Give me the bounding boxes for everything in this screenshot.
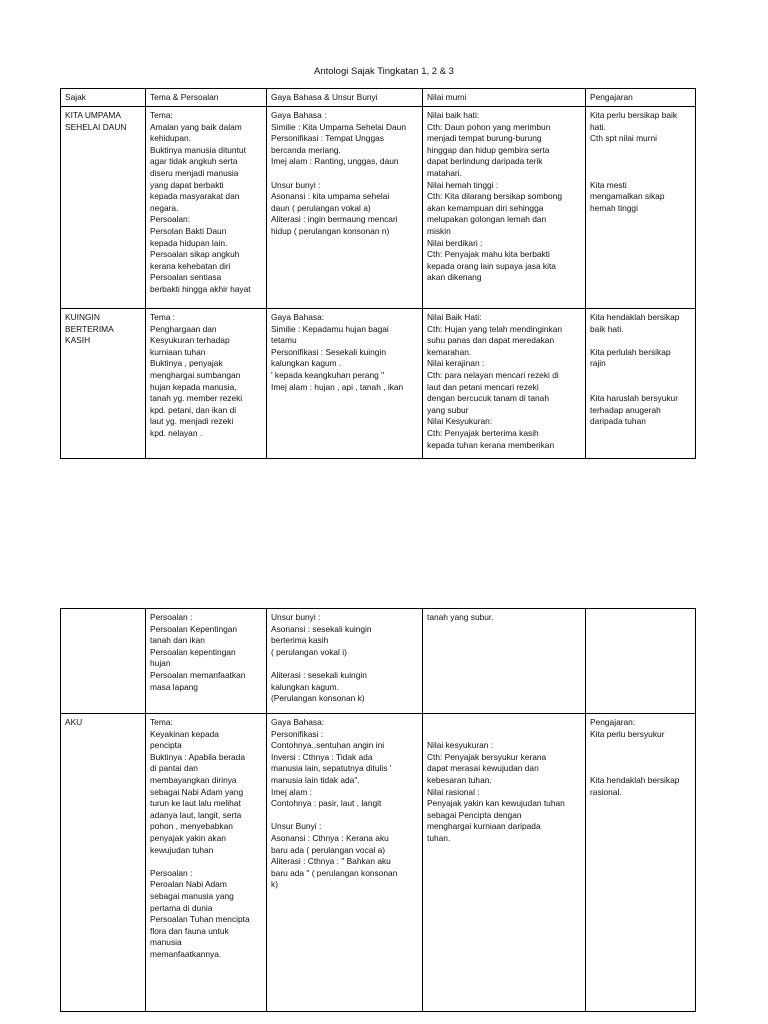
cell-text-line: menghargai sumbangan xyxy=(150,369,241,380)
cell-text-line: Personifikasi : Sesekali kuingin xyxy=(271,346,386,357)
cell-text-line: pencipta xyxy=(150,740,182,751)
cell-text-line: Nilai berdikari : xyxy=(427,237,483,248)
cell-text-line: Keyakinan kepada xyxy=(150,728,219,739)
cell-text-line: membayangkan dirinya xyxy=(150,774,237,785)
cell-text-line: Kita haruslah bersyukur xyxy=(590,393,678,404)
cell-sajak xyxy=(61,714,146,1012)
cell-text-line: kerana kehebatan diri xyxy=(150,260,231,271)
cell-text-line: rasional. xyxy=(590,786,622,797)
cell-text-line: KUINGIN xyxy=(65,312,100,322)
cell-text-line: Persoalan memanfaatkan xyxy=(150,669,246,680)
cell-gaya xyxy=(267,309,423,459)
cell-text-line: berterima kasih xyxy=(271,635,329,646)
line-gap xyxy=(590,156,691,168)
cell-text-line: ' kepada keangkuhan perang " xyxy=(271,369,385,380)
cell-text-line: Nilai kerajinan : xyxy=(427,358,485,369)
table-row xyxy=(61,107,696,309)
line-gap xyxy=(271,168,418,180)
cell-text-line: hemah tinggi xyxy=(590,202,638,213)
cell-text-line: Kita hendaklah bersikap xyxy=(590,312,680,322)
cell-text-line: Gaya Bahasa: xyxy=(271,312,325,322)
cell-text-line: hati. xyxy=(590,121,606,132)
cell-text-line: rajin xyxy=(590,358,606,369)
cell-text-line: Kita perlu bersyukur xyxy=(590,728,665,739)
line-gap xyxy=(590,740,691,752)
cell-tema xyxy=(146,609,267,714)
cell-text-line: Imej alam : Ranting, unggas, daun xyxy=(271,156,399,167)
cell-text-line: k) xyxy=(271,879,278,890)
cell-text-line: Persoalan Tuhan mencipta xyxy=(150,914,250,925)
cell-gaya xyxy=(267,714,423,1012)
cell-text-line: Persoalan Kepentingan xyxy=(150,623,238,634)
cell-text-line: terhadap anugerah xyxy=(590,404,661,415)
cell-text-line: laut dan petani mencari rezeki xyxy=(427,381,539,392)
cell-text-line: Asonansi : kita umpama sehelai xyxy=(271,191,390,202)
cell-text-line: pertama di dunia xyxy=(150,902,213,913)
cell-pengajaran xyxy=(586,309,696,459)
cell-text-line: sebagai manusia yang xyxy=(150,890,234,901)
header-sajak: Sajak xyxy=(61,89,146,107)
cell-nilai xyxy=(423,609,586,714)
cell-text-line: Inversi : Cthnya : Tidak ada xyxy=(271,751,373,762)
cell-text-line: Pengajaran: xyxy=(590,717,636,727)
cell-text-line: Cth: para nelayan mencari rezeki di xyxy=(427,369,559,380)
cell-text-line: akan kemampuan diri sehingga xyxy=(427,202,544,213)
cell-text-line: di pantai dan xyxy=(150,763,198,774)
cell-text-line: Tema: xyxy=(150,110,173,120)
cell-text-line: Kita perlulah bersikap xyxy=(590,346,671,357)
cell-text-line: agar tidak angkuh serta xyxy=(150,156,238,167)
cell-text-line: Unsur bunyi : xyxy=(271,612,321,622)
cell-text-line: Gaya Bahasa: xyxy=(271,717,325,727)
cell-text-line: Nilai baik hati: xyxy=(427,110,480,120)
cell-text-line: dapat merasai kewujudan dan xyxy=(427,763,539,774)
cell-text-line: Cth: Penyajak bersyukur kerana xyxy=(427,751,547,762)
cell-text-line: Persoalan sikap angkuh xyxy=(150,249,240,260)
cell-sajak xyxy=(61,107,146,309)
cell-text-line: Contohnya..sentuhan angin ini xyxy=(271,740,385,751)
cell-text-line: Aliterasi : Cthnya : " Bahkan aku xyxy=(271,856,391,867)
cell-text-line: Amalan yang baik dalam xyxy=(150,121,242,132)
cell-text-line: kebesaran tuhan. xyxy=(427,774,492,785)
cell-pengajaran xyxy=(586,609,696,714)
cell-text-line: dapat berlindung daripada terik xyxy=(427,156,543,167)
cell-text-line: yang dapat berbakti xyxy=(150,179,224,190)
cell-text-line: SEHELAI DAUN xyxy=(65,121,127,132)
cell-text-line: Peroalan Nabi Adam xyxy=(150,879,227,890)
cell-text-line: negara. xyxy=(150,202,179,213)
cell-text-line: Buktinya , penyajak xyxy=(150,358,223,369)
cell-tema xyxy=(146,107,267,309)
table-header-row xyxy=(61,89,696,107)
cell-text-line: KASIH xyxy=(65,335,91,346)
cell-text-line: Similie : Kepadamu hujan bagai xyxy=(271,323,389,334)
line-gap xyxy=(590,335,691,347)
cell-text-line: AKU xyxy=(65,717,83,727)
cell-text-line: Persolan Bakti Daun xyxy=(150,225,227,236)
cell-nilai xyxy=(423,107,586,309)
cell-text-line: kehidupan. xyxy=(150,133,191,144)
cell-text-line: tuhan. xyxy=(427,832,451,843)
cell-text-line: flora dan fauna untuk xyxy=(150,925,229,936)
cell-text-line: manusia lain tidak ada". xyxy=(271,774,360,785)
line-gap xyxy=(590,168,691,180)
cell-text-line: kewujudan tuhan xyxy=(150,844,214,855)
cell-text-line: tanah yg. member rezeki xyxy=(150,393,243,404)
cell-text-line: (Perulangan konsonan k) xyxy=(271,693,365,704)
cell-nilai xyxy=(423,309,586,459)
cell-text-line: Kesyukuran terhadap xyxy=(150,335,230,346)
cell-text-line: daun ( perulangan vokal a) xyxy=(271,202,371,213)
cell-text-line: adanya laut, langit, serta xyxy=(150,809,242,820)
cell-text-line: diseru menjadi manusia xyxy=(150,167,239,178)
cell-text-line: mengamalkan sikap xyxy=(590,191,665,202)
cell-text-line: manusia xyxy=(150,937,182,948)
line-gap xyxy=(590,145,691,157)
cell-text-line: kalungkan kagum. xyxy=(271,681,339,692)
line-gap xyxy=(427,717,581,729)
cell-text-line: Unsur Bunyi : xyxy=(271,821,322,832)
line-gap xyxy=(150,856,262,868)
cell-sajak xyxy=(61,309,146,459)
cell-text-line: penyajak yakin akan xyxy=(150,832,226,843)
cell-text-line: hujan xyxy=(150,658,171,669)
cell-text-line: kalungkan kagum . xyxy=(271,358,342,369)
table-row xyxy=(61,714,696,1012)
line-gap xyxy=(271,810,418,822)
cell-text-line: suhu panas dan dapat meredakan xyxy=(427,335,555,346)
cell-text-line: bercanda meriang. xyxy=(271,144,341,155)
cell-text-line: Cth: Penyajak berterima kasih xyxy=(427,427,539,438)
cell-text-line: miskin xyxy=(427,225,451,236)
cell-text-line: Kita hendaklah bersikap xyxy=(590,774,680,785)
cell-text-line: Cth: Kita dilarang bersikap sombong xyxy=(427,191,563,202)
cell-text-line: Cth: Daun pohon yang merimbun xyxy=(427,121,551,132)
cell-text-line: akan dikenang xyxy=(427,272,482,283)
cell-text-line: baru ada ( perulangan vocal a) xyxy=(271,844,386,855)
cell-gaya xyxy=(267,609,423,714)
cell-text-line: Persoalan : xyxy=(150,612,193,622)
cell-text-line: Asonansi : sesekali kuingin xyxy=(271,623,372,634)
cell-text-line: yang subur xyxy=(427,404,469,415)
cell-text-line: kepada masyarakat dan xyxy=(150,191,240,202)
table-row xyxy=(61,609,696,714)
cell-text-line: Personifikasi : xyxy=(271,728,324,739)
cell-text-line: Imej alam : xyxy=(271,786,312,797)
cell-text-line: Personifikasi : Tempat Unggas xyxy=(271,133,384,144)
header-nilai-murni: Nilai murni xyxy=(423,89,586,107)
cell-text-line: turun ke laut lalu melihat xyxy=(150,798,241,809)
cell-text-line: Persoalan sentiasa xyxy=(150,272,222,283)
cell-text-line: Tema : xyxy=(150,312,176,322)
line-gap xyxy=(590,370,691,382)
cell-text-line: kepada tuhan kerana memberikan xyxy=(427,439,555,450)
cell-text-line: Kita mesti xyxy=(590,179,627,190)
cell-text-line: baik hati. xyxy=(590,323,624,334)
cell-text-line: ( perulangan vokal i) xyxy=(271,646,347,657)
cell-text-line: Nilai rasional : xyxy=(427,786,480,797)
cell-text-line: Buktinya : Apabila berada xyxy=(150,751,245,762)
cell-text-line: kpd. petani, dan ikan di xyxy=(150,404,237,415)
cell-text-line: Nilai Kesyukuran: xyxy=(427,416,493,427)
cell-text-line: Nilai hemah tinggi : xyxy=(427,179,499,190)
header-gaya-bahasa: Gaya Bahasa & Unsur Bunyi xyxy=(267,89,423,107)
cell-text-line: Nilai Baik Hati: xyxy=(427,312,482,322)
header-tema: Tema & Persoalan xyxy=(146,89,267,107)
cell-text-line: pohon , menyebabkan xyxy=(150,821,233,832)
page-title: Antologi Sajak Tingkatan 1, 2 & 3 xyxy=(314,66,454,77)
cell-text-line: masa lapang xyxy=(150,681,198,692)
cell-tema xyxy=(146,309,267,459)
cell-text-line: kurniaan tuhan xyxy=(150,346,206,357)
cell-text-line: sebagai Nabi Adam yang xyxy=(150,786,244,797)
cell-text-line: matahari. xyxy=(427,167,462,178)
cell-text-line: Cth: Penyajak mahu kita berbakti xyxy=(427,249,550,260)
line-gap xyxy=(590,382,691,394)
cell-text-line: Nilai kesyukuran : xyxy=(427,740,494,751)
cell-text-line: Cth spt nilai murni xyxy=(590,133,658,144)
cell-gaya xyxy=(267,107,423,309)
cell-text-line: Persoalan kepentingan xyxy=(150,646,236,657)
cell-text-line: Persoalan : xyxy=(150,867,193,878)
cell-text-line: KITA UMPAMA xyxy=(65,110,121,120)
cell-pengajaran xyxy=(586,714,696,1012)
table-row xyxy=(61,309,696,459)
cell-text-line: laut yg. menjadi rezeki xyxy=(150,416,234,427)
cell-text-line: tetamu xyxy=(271,335,297,346)
cell-text-line: Contohnya : pasir, laut , langit xyxy=(271,798,382,809)
cell-text-line: hidup ( perulangan konsonan n) xyxy=(271,225,390,236)
header-pengajaran: Pengajaran xyxy=(586,89,696,107)
cell-text-line: Penyajak yakin kan kewujudan tuhan xyxy=(427,798,565,809)
cell-text-line: manusia lain, sepatutnya ditulis ' xyxy=(271,763,392,774)
poetry-table-top xyxy=(60,88,696,459)
cell-text-line: Asonansi : Cthnya : Kerana aku xyxy=(271,832,389,843)
cell-nilai xyxy=(423,714,586,1012)
cell-text-line: Gaya Bahasa : xyxy=(271,110,327,120)
cell-text-line: Aliterasi : sesekali kuingin xyxy=(271,669,367,680)
cell-text-line: daripada tuhan xyxy=(590,416,646,427)
cell-text-line: melupakan golongan lemah dan xyxy=(427,214,547,225)
cell-text-line: Kita perlu bersikap baik xyxy=(590,110,678,120)
cell-text-line: tanah yang subur. xyxy=(427,612,494,622)
cell-text-line: dengan bercucuk tanam di tanah xyxy=(427,393,549,404)
cell-text-line: kepada orang lain supaya jasa kita xyxy=(427,260,556,271)
cell-text-line: menjadi tempat burung-burung xyxy=(427,133,542,144)
cell-text-line: hujan kepada manusia, xyxy=(150,381,237,392)
cell-text-line: Tema: xyxy=(150,717,173,727)
cell-sajak xyxy=(61,609,146,714)
line-gap xyxy=(427,729,581,741)
line-gap xyxy=(590,752,691,764)
cell-text-line: Unsur bunyi : xyxy=(271,179,321,190)
cell-text-line: kpd. nelayan . xyxy=(150,427,203,438)
cell-text-line: kemarahan. xyxy=(427,346,472,357)
poetry-table-bottom xyxy=(60,608,696,1012)
cell-text-line: menghargai kurniaan daripada xyxy=(427,821,541,832)
cell-text-line: baru ada " ( perulangan konsonan xyxy=(271,867,398,878)
cell-text-line: Penghargaan dan xyxy=(150,323,217,334)
cell-text-line: kepada hidupan lain. xyxy=(150,237,228,248)
cell-text-line: Buktinya manusia dituntut xyxy=(150,144,246,155)
cell-text-line: berbakti hingga akhir hayat xyxy=(150,283,251,294)
cell-text-line: Aliterasi : ingin bermaung mencari xyxy=(271,214,398,225)
line-gap xyxy=(271,658,418,670)
cell-text-line: Imej alam : hujan , api , tanah , ikan xyxy=(271,381,404,392)
cell-text-line: hinggap dan hidup gembira serta xyxy=(427,144,550,155)
cell-tema xyxy=(146,714,267,1012)
cell-text-line: Persoalan: xyxy=(150,214,191,225)
cell-text-line: sebagai Pencipta dengan xyxy=(427,809,522,820)
cell-text-line: tanah dan ikan xyxy=(150,635,205,646)
cell-text-line: Similie : Kita Umpama Sehelai Daun xyxy=(271,121,406,132)
cell-text-line: memanfaatkannya. xyxy=(150,948,222,959)
cell-pengajaran xyxy=(586,107,696,309)
cell-text-line: BERTERIMA xyxy=(65,323,114,334)
cell-text-line: Cth: Hujan yang telah mendinginkan xyxy=(427,323,563,334)
line-gap xyxy=(590,763,691,775)
